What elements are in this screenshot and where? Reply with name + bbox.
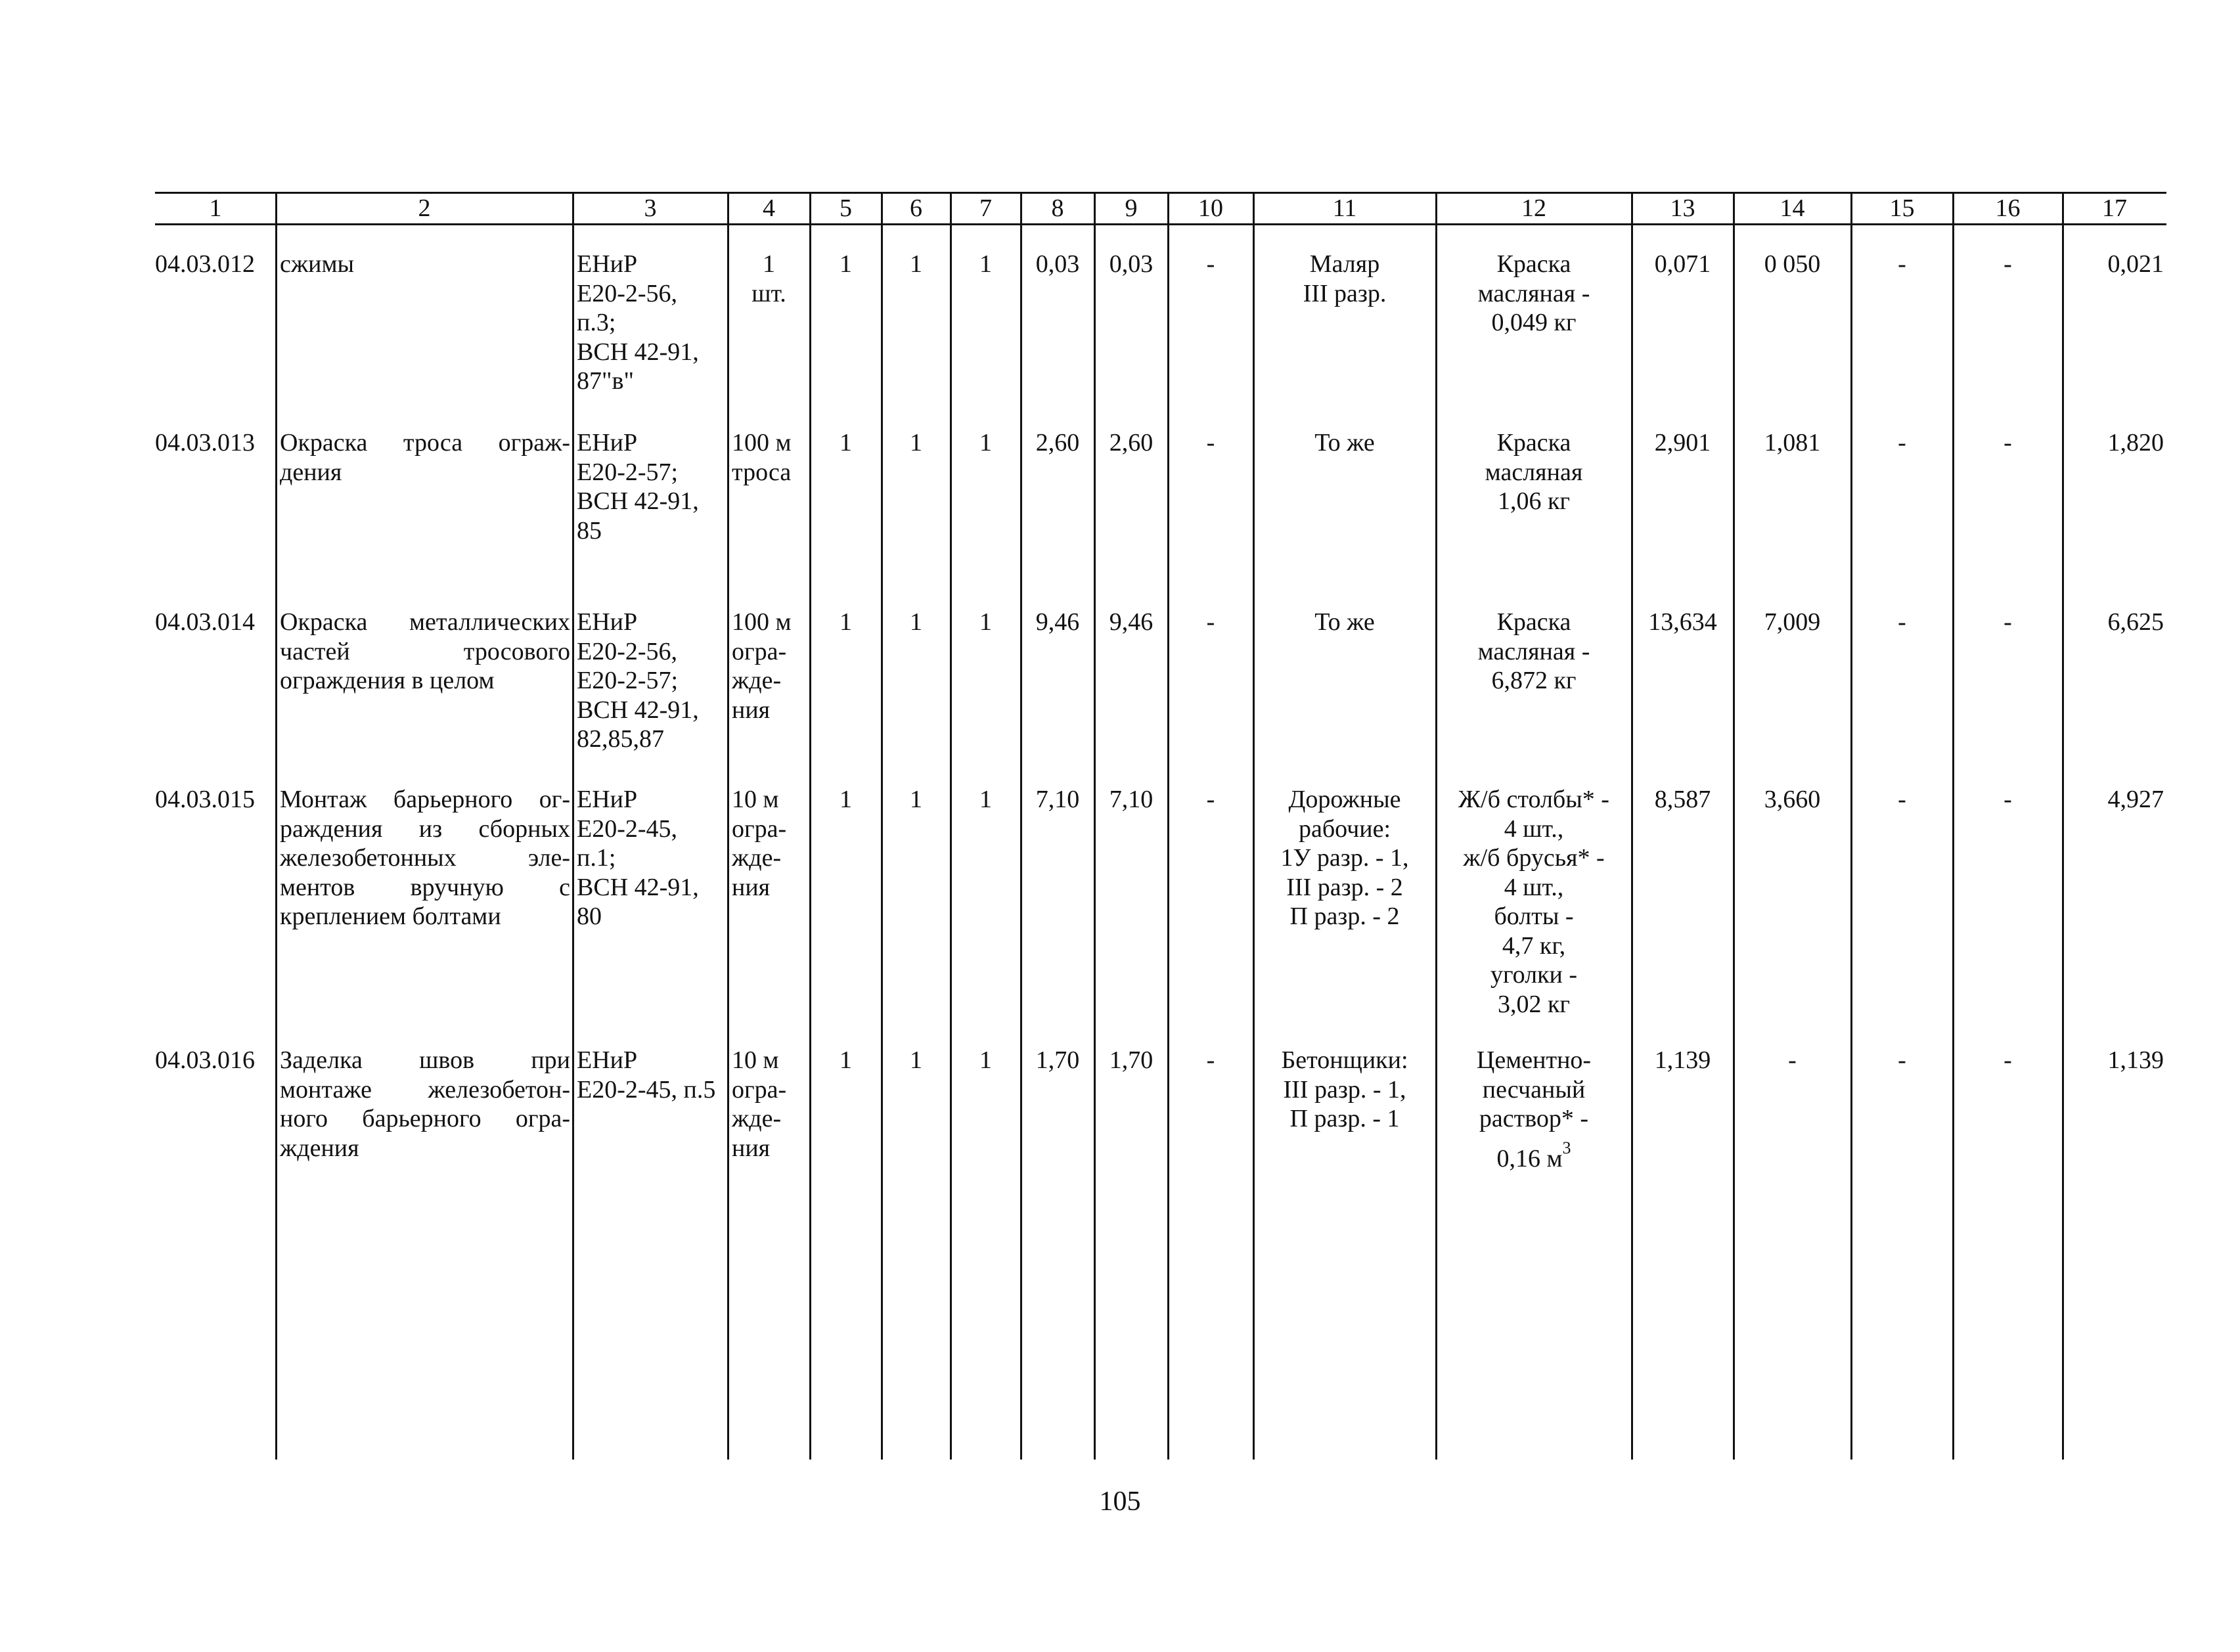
column-header-8: 8 (1051, 194, 1064, 222)
cell-unit-line: ния (732, 1134, 771, 1162)
cell-materials-line: масляная (1485, 458, 1583, 486)
cell-col5: 1 (840, 786, 852, 813)
column-rule (950, 192, 952, 1460)
column-header-7: 7 (979, 194, 992, 222)
cell-col10: - (1206, 429, 1215, 457)
materials-quantity-value: 0,16 м (1496, 1144, 1563, 1172)
cell-unit-line: троса (732, 458, 792, 486)
cell-col13: 2,901 (1654, 429, 1711, 457)
cell-work-name-line: ограждения в целом (280, 667, 495, 694)
cell-materials-line: болты - (1494, 903, 1574, 930)
cell-unit-line: огра- (732, 1075, 787, 1104)
cell-work-name-line: ного барьерного огра- (280, 1105, 570, 1132)
column-header-13: 13 (1670, 194, 1695, 222)
column-header-17: 17 (2102, 194, 2127, 222)
cell-materials-line: 4 шт., (1504, 815, 1564, 843)
cell-materials-line: 4,7 кг, (1502, 931, 1566, 960)
column-header-12: 12 (1521, 194, 1546, 222)
cell-unit-line: огра- (732, 815, 787, 843)
cell-unit-line: 10 м (732, 786, 779, 813)
cell-reference (573, 250, 728, 396)
cell-reference-line: Е20-2-45, (577, 815, 678, 843)
cell-col9: 7,10 (1109, 786, 1154, 813)
cell-col15: - (1898, 429, 1906, 457)
cell-col5: 1 (840, 608, 852, 636)
cell-col17: 4,927 (2107, 786, 2164, 813)
cell-unit-line: жде- (732, 667, 782, 694)
cell-col9: 2,60 (1109, 429, 1154, 457)
column-header-15: 15 (1889, 194, 1915, 222)
cell-col9: 0,03 (1109, 250, 1154, 278)
cell-code: 04.03.014 (155, 608, 255, 636)
cell-reference-line: п.1; (577, 844, 616, 872)
cell-workers (1253, 250, 1436, 308)
cell-unit-line: 100 м (732, 608, 792, 636)
cell-col15: - (1898, 1046, 1906, 1074)
cell-col6: 1 (910, 786, 922, 813)
cell-work-name (276, 608, 573, 696)
cell-code: 04.03.016 (155, 1046, 255, 1074)
cell-col14: 3,660 (1764, 786, 1821, 813)
cell-unit-line: огра- (732, 637, 787, 665)
cell-col10: - (1206, 250, 1215, 278)
cell-reference-line: ЕНиР (577, 429, 638, 457)
cell-work-name-line: частей тросового (280, 637, 570, 665)
cell-reference-line: Е20-2-56, (577, 637, 678, 665)
column-header-4: 4 (763, 194, 775, 222)
cell-reference-line: ЕНиР (577, 786, 638, 813)
cell-work-name-line: Окраска троса ограж- (280, 429, 570, 457)
cell-unit-line: жде- (732, 844, 782, 872)
cell-work-name-line: Окраска металлических (280, 608, 570, 636)
cell-materials-line: 3,02 кг (1497, 990, 1571, 1018)
cell-materials-line: песчаный (1482, 1075, 1586, 1104)
cell-col16: - (2004, 608, 2012, 636)
cell-reference-line: ЕНиР (577, 608, 638, 636)
cell-reference (573, 428, 728, 545)
cell-col13: 1,139 (1654, 1046, 1711, 1074)
cell-workers (1253, 785, 1436, 931)
column-rule (881, 192, 883, 1460)
cell-col9: 9,46 (1109, 608, 1154, 636)
cell-workers (1253, 1046, 1436, 1134)
cell-workers-line: П разр. - 2 (1289, 903, 1400, 930)
cell-code: 04.03.013 (155, 429, 255, 457)
cell-work-name-line: монтаже железобетон- (280, 1075, 570, 1104)
cell-materials-line: Цементно- (1476, 1046, 1592, 1074)
cell-workers-line: Бетонщики: (1281, 1046, 1408, 1074)
cell-materials (1436, 428, 1632, 516)
cell-work-name-line: раждения из сборных (280, 815, 570, 843)
cell-col17: 0,021 (2107, 250, 2164, 278)
cell-unit (728, 1046, 810, 1163)
cell-code: 04.03.012 (155, 250, 255, 278)
column-rule (1020, 192, 1022, 1460)
cell-code: 04.03.015 (155, 786, 255, 813)
cell-col8: 0,03 (1035, 250, 1080, 278)
column-rule (1167, 192, 1169, 1460)
column-header-5: 5 (840, 194, 852, 222)
cell-unit-line: 100 м (732, 429, 792, 457)
cell-workers (1253, 608, 1436, 637)
cell-work-name-line: сжимы (280, 250, 355, 278)
cell-materials-line: Краска (1496, 250, 1571, 278)
cell-workers-line: Дорожные (1288, 786, 1401, 813)
cell-workers-line: 1У разр. - 1, (1280, 844, 1409, 872)
cell-work-name (276, 785, 573, 931)
cell-unit (728, 608, 810, 725)
cell-reference-line: Е20-2-57; (577, 458, 679, 486)
cell-col8: 7,10 (1035, 786, 1080, 813)
cell-work-name-line: ждения (280, 1134, 359, 1162)
cell-reference-line: п.3; (577, 309, 616, 336)
cell-col7: 1 (979, 1046, 992, 1074)
cell-work-name-line: железобетонных эле- (280, 844, 570, 872)
cell-col6: 1 (910, 250, 922, 278)
cell-col15: - (1898, 608, 1906, 636)
cell-col8: 1,70 (1035, 1046, 1080, 1074)
cell-materials (1436, 785, 1632, 1019)
cell-reference-line: ВСН 42-91, (577, 696, 699, 724)
column-header-1: 1 (209, 194, 222, 222)
cell-col7: 1 (979, 608, 992, 636)
cell-col5: 1 (840, 429, 852, 457)
column-rule (2062, 192, 2064, 1460)
cell-col8: 2,60 (1035, 429, 1080, 457)
cell-col8: 9,46 (1035, 608, 1080, 636)
cell-workers-line: П разр. - 1 (1289, 1105, 1400, 1132)
cell-work-name (276, 1046, 573, 1163)
cell-materials-line: 4 шт., (1504, 873, 1564, 901)
cell-unit-line: ния (732, 873, 771, 901)
column-header-10: 10 (1198, 194, 1223, 222)
cell-col13: 0,071 (1654, 250, 1711, 278)
cell-col5: 1 (840, 250, 852, 278)
cell-work-name-line: Монтаж барьерного ог- (280, 786, 570, 813)
column-header-16: 16 (1995, 194, 2021, 222)
cell-reference-line: ВСН 42-91, (577, 487, 699, 515)
table-header-rule (155, 223, 2166, 225)
cell-work-name-line: креплением болтами (280, 903, 501, 930)
cell-materials-line: Краска (1496, 429, 1571, 457)
cell-col17: 6,625 (2107, 608, 2164, 636)
cell-materials (1436, 608, 1632, 696)
cell-materials-line: ж/б брусья* - (1463, 844, 1605, 872)
column-header-11: 11 (1332, 194, 1357, 222)
cell-work-name-line: Заделка швов при (280, 1046, 570, 1074)
column-rule (1733, 192, 1735, 1460)
cell-materials (1436, 250, 1632, 338)
column-header-2: 2 (418, 194, 431, 222)
cell-reference-line: Е20-2-45, п.5 (577, 1075, 716, 1104)
cell-reference-line: Е20-2-56, (577, 279, 678, 307)
cell-materials-line: 1,06 кг (1497, 487, 1571, 515)
cell-col7: 1 (979, 429, 992, 457)
cell-materials-line: Ж/б столбы* - (1458, 786, 1609, 813)
page-number: 105 (1099, 1486, 1141, 1517)
cell-workers-line: То же (1314, 429, 1375, 457)
cell-materials (1436, 1046, 1632, 1173)
cell-workers-line: То же (1314, 608, 1375, 636)
cell-materials-line: 0,049 кг (1491, 309, 1577, 336)
cell-col9: 1,70 (1109, 1046, 1154, 1074)
cell-col10: - (1206, 1046, 1215, 1074)
cell-unit-line: ния (732, 696, 771, 724)
cell-reference-line: 82,85,87 (577, 725, 664, 753)
cell-materials-quantity (1436, 1138, 1632, 1174)
cell-col14: 0 050 (1764, 250, 1821, 278)
column-rule (1094, 192, 1096, 1460)
cell-col14: 1,081 (1764, 429, 1821, 457)
cell-unit-line: 10 м (732, 1046, 779, 1074)
cell-work-name-line: ментов вручную с (280, 873, 570, 901)
column-header-9: 9 (1125, 194, 1138, 222)
cell-unit-line: жде- (732, 1105, 782, 1132)
cell-workers-line: III разр. (1303, 279, 1387, 307)
cell-col16: - (2004, 1046, 2012, 1074)
column-header-6: 6 (910, 194, 922, 222)
cell-reference-line: Е20-2-57; (577, 667, 679, 694)
cell-work-name (276, 428, 573, 487)
column-rule (1952, 192, 1954, 1460)
cell-reference-line: ЕНиР (577, 250, 638, 278)
cell-col10: - (1206, 786, 1215, 813)
cell-col7: 1 (979, 250, 992, 278)
cell-workers-line: Маляр (1309, 250, 1380, 278)
cell-unit (728, 428, 810, 487)
cell-col13: 8,587 (1654, 786, 1711, 813)
cell-col6: 1 (910, 429, 922, 457)
cell-col16: - (2004, 429, 2012, 457)
cell-col16: - (2004, 250, 2012, 278)
cell-work-name (276, 250, 573, 279)
cell-reference-line: 80 (577, 903, 602, 930)
cell-col5: 1 (840, 1046, 852, 1074)
cell-col16: - (2004, 786, 2012, 813)
cell-materials-line: 6,872 кг (1491, 667, 1577, 694)
cell-work-name-line: дения (280, 458, 342, 486)
cell-unit (728, 250, 810, 308)
cell-col17: 1,820 (2107, 429, 2164, 457)
cell-materials-line: уголки - (1490, 961, 1578, 989)
cell-col10: - (1206, 608, 1215, 636)
cell-reference (573, 1046, 728, 1104)
cell-col14: - (1788, 1046, 1797, 1074)
materials-quantity-unit-power: 3 (1562, 1138, 1571, 1157)
cell-reference-line: 85 (577, 516, 602, 545)
cell-col7: 1 (979, 786, 992, 813)
cell-reference-line: ЕНиР (577, 1046, 638, 1074)
cell-col6: 1 (910, 608, 922, 636)
cell-workers (1253, 428, 1436, 458)
cell-workers-line: III разр. - 2 (1286, 873, 1403, 901)
column-rule (1850, 192, 1852, 1460)
cell-workers-line: III разр. - 1, (1283, 1075, 1406, 1104)
cell-reference (573, 608, 728, 754)
cell-materials-line: масляная - (1477, 279, 1590, 307)
cell-col15: - (1898, 250, 1906, 278)
cell-col15: - (1898, 786, 1906, 813)
cell-reference-line: ВСН 42-91, (577, 338, 699, 366)
cell-reference-line: ВСН 42-91, (577, 873, 699, 901)
cell-col13: 13,634 (1648, 608, 1717, 636)
cell-materials-line: Краска (1496, 608, 1571, 636)
cell-materials-line: раствор* - (1479, 1105, 1589, 1132)
cell-col6: 1 (910, 1046, 922, 1074)
cell-col17: 1,139 (2107, 1046, 2164, 1074)
column-header-3: 3 (644, 194, 657, 222)
column-header-14: 14 (1780, 194, 1805, 222)
cell-materials-line: масляная - (1477, 637, 1590, 665)
cell-reference-line: 87"в" (577, 367, 634, 395)
cell-col14: 7,009 (1764, 608, 1821, 636)
cell-workers-line: рабочие: (1298, 815, 1391, 843)
norms-table (155, 192, 2166, 1460)
cell-unit-line: шт. (751, 279, 786, 307)
cell-reference (573, 785, 728, 931)
cell-unit (728, 785, 810, 902)
cell-unit-line: 1 (763, 250, 775, 278)
